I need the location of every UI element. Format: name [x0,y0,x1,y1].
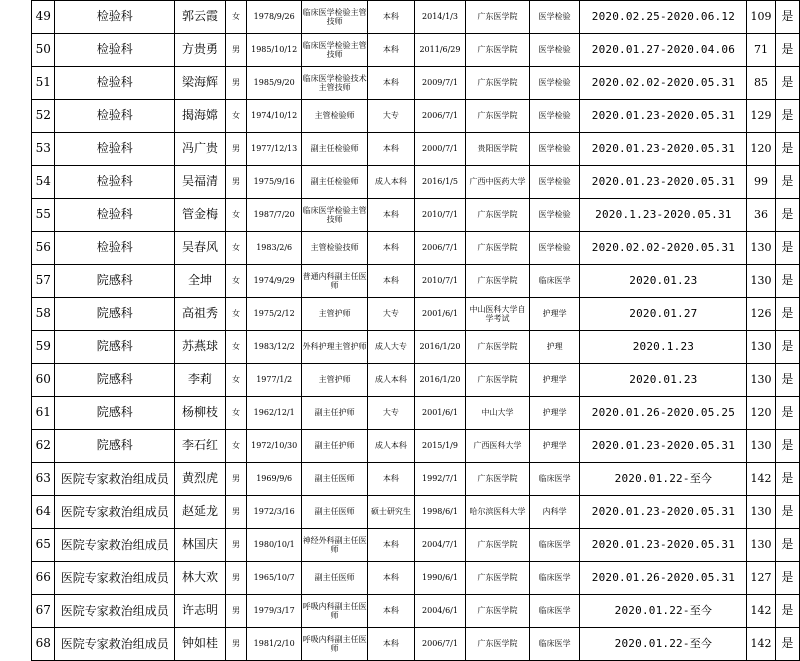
school-cell: 广东医学院 [466,595,530,628]
service-period-cell: 2020.02.02-2020.05.31 [580,67,747,100]
job-title-cell: 临床医学检验主管技师 [302,34,368,67]
department-cell: 医院专家救治组成员 [55,463,175,496]
education-cell: 本科 [367,595,414,628]
sex-cell: 男 [225,595,246,628]
sex-cell: 男 [225,463,246,496]
birth-date-cell: 1987/7/20 [247,199,302,232]
sex-cell: 男 [225,133,246,166]
table-row [32,100,800,133]
job-title-cell: 副主任护师 [302,430,368,463]
birth-date-cell: 1981/2/10 [247,628,302,661]
table-row [32,67,800,100]
major-cell: 医学检验 [529,34,580,67]
eligible-flag-cell: 是 [775,67,799,100]
name-cell: 揭海嫦 [174,100,225,133]
row-number: 62 [32,430,55,463]
row-number: 57 [32,265,55,298]
row-number: 54 [32,166,55,199]
school-cell: 广东医学院 [466,199,530,232]
major-cell: 医学检验 [529,100,580,133]
job-title-cell: 副主任检验师 [302,133,368,166]
department-cell: 院感科 [55,397,175,430]
graduation-date-cell: 2006/7/1 [414,100,465,133]
eligible-flag-cell: 是 [775,133,799,166]
service-period-cell: 2020.1.23 [580,331,747,364]
row-number: 63 [32,463,55,496]
table-row [32,496,800,529]
row-number: 52 [32,100,55,133]
education-cell: 本科 [367,463,414,496]
graduation-date-cell: 1990/6/1 [414,562,465,595]
department-cell: 检验科 [55,100,175,133]
birth-date-cell: 1977/12/13 [247,133,302,166]
major-cell: 医学检验 [529,1,580,34]
graduation-date-cell: 2015/1/9 [414,430,465,463]
eligible-flag-cell: 是 [775,265,799,298]
row-number: 67 [32,595,55,628]
education-cell: 成人本科 [367,364,414,397]
table-row [32,397,800,430]
service-period-cell: 2020.01.23 [580,265,747,298]
birth-date-cell: 1977/1/2 [247,364,302,397]
eligible-flag-cell: 是 [775,166,799,199]
days-cell: 130 [747,529,775,562]
job-title-cell: 副主任医师 [302,562,368,595]
education-cell: 大专 [367,298,414,331]
table-row [32,232,800,265]
name-cell: 杨柳枝 [174,397,225,430]
eligible-flag-cell: 是 [775,232,799,265]
birth-date-cell: 1969/9/6 [247,463,302,496]
days-cell: 99 [747,166,775,199]
sex-cell: 女 [225,100,246,133]
name-cell: 林大欢 [174,562,225,595]
education-cell: 本科 [367,265,414,298]
service-period-cell: 2020.01.22-至今 [580,595,747,628]
sex-cell: 女 [225,265,246,298]
table-row [32,430,800,463]
row-number: 66 [32,562,55,595]
sex-cell: 女 [225,397,246,430]
department-cell: 医院专家救治组成员 [55,595,175,628]
row-number: 49 [32,1,55,34]
birth-date-cell: 1972/10/30 [247,430,302,463]
job-title-cell: 副主任护师 [302,397,368,430]
name-cell: 方贵勇 [174,34,225,67]
major-cell: 护理 [529,331,580,364]
name-cell: 吴春风 [174,232,225,265]
graduation-date-cell: 2006/7/1 [414,628,465,661]
service-period-cell: 2020.01.22-至今 [580,463,747,496]
graduation-date-cell: 2016/1/20 [414,331,465,364]
staff-table [31,0,800,661]
name-cell: 赵延龙 [174,496,225,529]
major-cell: 护理学 [529,364,580,397]
birth-date-cell: 1962/12/1 [247,397,302,430]
job-title-cell: 普通内科副主任医师 [302,265,368,298]
eligible-flag-cell: 是 [775,397,799,430]
job-title-cell: 临床医学检验主管技师 [302,199,368,232]
sex-cell: 女 [225,199,246,232]
major-cell: 临床医学 [529,463,580,496]
major-cell: 临床医学 [529,595,580,628]
sex-cell: 男 [225,529,246,562]
school-cell: 广东医学院 [466,265,530,298]
eligible-flag-cell: 是 [775,562,799,595]
eligible-flag-cell: 是 [775,100,799,133]
days-cell: 120 [747,133,775,166]
service-period-cell: 2020.01.26-2020.05.31 [580,562,747,595]
birth-date-cell: 1972/3/16 [247,496,302,529]
name-cell: 冯广贵 [174,133,225,166]
row-number: 56 [32,232,55,265]
education-cell: 成人本科 [367,166,414,199]
department-cell: 检验科 [55,133,175,166]
birth-date-cell: 1975/2/12 [247,298,302,331]
eligible-flag-cell: 是 [775,628,799,661]
service-period-cell: 2020.01.23-2020.05.31 [580,133,747,166]
service-period-cell: 2020.01.27-2020.04.06 [580,34,747,67]
department-cell: 院感科 [55,331,175,364]
table-row [32,562,800,595]
graduation-date-cell: 2016/1/20 [414,364,465,397]
job-title-cell: 副主任医师 [302,463,368,496]
department-cell: 检验科 [55,166,175,199]
birth-date-cell: 1983/2/6 [247,232,302,265]
eligible-flag-cell: 是 [775,331,799,364]
birth-date-cell: 1979/3/17 [247,595,302,628]
job-title-cell: 神经外科副主任医师 [302,529,368,562]
education-cell: 硕士研究生 [367,496,414,529]
eligible-flag-cell: 是 [775,34,799,67]
table-row [32,463,800,496]
name-cell: 许志明 [174,595,225,628]
graduation-date-cell: 1998/6/1 [414,496,465,529]
school-cell: 广东医学院 [466,34,530,67]
eligible-flag-cell: 是 [775,298,799,331]
table-sheet [31,0,800,661]
service-period-cell: 2020.01.23-2020.05.31 [580,529,747,562]
job-title-cell: 主管护师 [302,364,368,397]
days-cell: 120 [747,397,775,430]
row-number: 53 [32,133,55,166]
job-title-cell: 主管检验师 [302,100,368,133]
graduation-date-cell: 2001/6/1 [414,397,465,430]
table-row [32,364,800,397]
major-cell: 临床医学 [529,265,580,298]
birth-date-cell: 1974/10/12 [247,100,302,133]
name-cell: 全坤 [174,265,225,298]
table-row [32,199,800,232]
department-cell: 检验科 [55,34,175,67]
department-cell: 医院专家救治组成员 [55,496,175,529]
school-cell: 广东医学院 [466,562,530,595]
row-number: 55 [32,199,55,232]
education-cell: 成人本科 [367,430,414,463]
education-cell: 本科 [367,67,414,100]
sex-cell: 男 [225,166,246,199]
graduation-date-cell: 1992/7/1 [414,463,465,496]
graduation-date-cell: 2006/7/1 [414,232,465,265]
table-row [32,133,800,166]
days-cell: 130 [747,430,775,463]
job-title-cell: 副主任医师 [302,496,368,529]
school-cell: 贵阳医学院 [466,133,530,166]
row-number: 51 [32,67,55,100]
sex-cell: 女 [225,1,246,34]
major-cell: 临床医学 [529,529,580,562]
graduation-date-cell: 2011/6/29 [414,34,465,67]
name-cell: 李莉 [174,364,225,397]
service-period-cell: 2020.01.23-2020.05.31 [580,166,747,199]
school-cell: 广东医学院 [466,463,530,496]
name-cell: 管金梅 [174,199,225,232]
service-period-cell: 2020.01.23 [580,364,747,397]
school-cell: 广东医学院 [466,100,530,133]
service-period-cell: 2020.01.22-至今 [580,628,747,661]
days-cell: 126 [747,298,775,331]
name-cell: 吴福清 [174,166,225,199]
graduation-date-cell: 2000/7/1 [414,133,465,166]
major-cell: 护理学 [529,298,580,331]
birth-date-cell: 1975/9/16 [247,166,302,199]
days-cell: 71 [747,34,775,67]
table-row [32,1,800,34]
graduation-date-cell: 2001/6/1 [414,298,465,331]
days-cell: 36 [747,199,775,232]
name-cell: 李石红 [174,430,225,463]
eligible-flag-cell: 是 [775,463,799,496]
eligible-flag-cell: 是 [775,496,799,529]
birth-date-cell: 1985/10/12 [247,34,302,67]
department-cell: 院感科 [55,265,175,298]
department-cell: 院感科 [55,298,175,331]
service-period-cell: 2020.01.23-2020.05.31 [580,100,747,133]
job-title-cell: 呼吸内科副主任医师 [302,628,368,661]
job-title-cell: 外科护理主管护师 [302,331,368,364]
table-row [32,595,800,628]
sex-cell: 男 [225,34,246,67]
table-row [32,529,800,562]
graduation-date-cell: 2004/7/1 [414,529,465,562]
days-cell: 109 [747,1,775,34]
table-row [32,166,800,199]
education-cell: 本科 [367,133,414,166]
name-cell: 钟如桂 [174,628,225,661]
sex-cell: 男 [225,67,246,100]
graduation-date-cell: 2016/1/5 [414,166,465,199]
birth-date-cell: 1985/9/20 [247,67,302,100]
birth-date-cell: 1980/10/1 [247,529,302,562]
job-title-cell: 临床医学检验技术主管技师 [302,67,368,100]
sex-cell: 女 [225,298,246,331]
education-cell: 大专 [367,397,414,430]
service-period-cell: 2020.02.02-2020.05.31 [580,232,747,265]
education-cell: 本科 [367,232,414,265]
job-title-cell: 主管护师 [302,298,368,331]
row-number: 50 [32,34,55,67]
service-period-cell: 2020.01.27 [580,298,747,331]
service-period-cell: 2020.01.26-2020.05.25 [580,397,747,430]
name-cell: 高祖秀 [174,298,225,331]
major-cell: 医学检验 [529,67,580,100]
major-cell: 内科学 [529,496,580,529]
department-cell: 医院专家救治组成员 [55,529,175,562]
sex-cell: 男 [225,628,246,661]
major-cell: 医学检验 [529,232,580,265]
department-cell: 检验科 [55,1,175,34]
birth-date-cell: 1965/10/7 [247,562,302,595]
service-period-cell: 2020.01.23-2020.05.31 [580,496,747,529]
school-cell: 中山医科大学自学考试 [466,298,530,331]
table-row [32,298,800,331]
school-cell: 广东医学院 [466,67,530,100]
department-cell: 检验科 [55,67,175,100]
eligible-flag-cell: 是 [775,364,799,397]
days-cell: 142 [747,628,775,661]
days-cell: 130 [747,232,775,265]
sex-cell: 女 [225,364,246,397]
sex-cell: 男 [225,496,246,529]
service-period-cell: 2020.1.23-2020.05.31 [580,199,747,232]
row-number: 68 [32,628,55,661]
sex-cell: 女 [225,430,246,463]
days-cell: 130 [747,496,775,529]
major-cell: 临床医学 [529,562,580,595]
school-cell: 广东医学院 [466,331,530,364]
job-title-cell: 主管检验技师 [302,232,368,265]
days-cell: 130 [747,265,775,298]
department-cell: 检验科 [55,199,175,232]
education-cell: 成人大专 [367,331,414,364]
school-cell: 广西医科大学 [466,430,530,463]
education-cell: 大专 [367,100,414,133]
eligible-flag-cell: 是 [775,199,799,232]
service-period-cell: 2020.01.23-2020.05.31 [580,430,747,463]
education-cell: 本科 [367,199,414,232]
name-cell: 苏燕球 [174,331,225,364]
sex-cell: 女 [225,232,246,265]
birth-date-cell: 1978/9/26 [247,1,302,34]
major-cell: 护理学 [529,397,580,430]
school-cell: 广东医学院 [466,364,530,397]
birth-date-cell: 1983/12/2 [247,331,302,364]
graduation-date-cell: 2004/6/1 [414,595,465,628]
days-cell: 85 [747,67,775,100]
department-cell: 检验科 [55,232,175,265]
graduation-date-cell: 2014/1/3 [414,1,465,34]
education-cell: 本科 [367,562,414,595]
row-number: 61 [32,397,55,430]
sex-cell: 男 [225,562,246,595]
name-cell: 林国庆 [174,529,225,562]
row-number: 65 [32,529,55,562]
education-cell: 本科 [367,529,414,562]
table-body [32,1,800,661]
graduation-date-cell: 2010/7/1 [414,265,465,298]
eligible-flag-cell: 是 [775,529,799,562]
row-number: 64 [32,496,55,529]
eligible-flag-cell: 是 [775,1,799,34]
job-title-cell: 副主任检验师 [302,166,368,199]
education-cell: 本科 [367,34,414,67]
table-row [32,331,800,364]
table-row [32,265,800,298]
job-title-cell: 呼吸内科副主任医师 [302,595,368,628]
days-cell: 130 [747,364,775,397]
school-cell: 广东医学院 [466,628,530,661]
school-cell: 广西中医药大学 [466,166,530,199]
name-cell: 黄烈虎 [174,463,225,496]
row-number: 58 [32,298,55,331]
row-number: 60 [32,364,55,397]
eligible-flag-cell: 是 [775,430,799,463]
graduation-date-cell: 2009/7/1 [414,67,465,100]
graduation-date-cell: 2010/7/1 [414,199,465,232]
major-cell: 临床医学 [529,628,580,661]
birth-date-cell: 1974/9/29 [247,265,302,298]
school-cell: 广东医学院 [466,1,530,34]
name-cell: 梁海辉 [174,67,225,100]
major-cell: 医学检验 [529,199,580,232]
major-cell: 护理学 [529,430,580,463]
table-row [32,34,800,67]
major-cell: 医学检验 [529,166,580,199]
days-cell: 129 [747,100,775,133]
eligible-flag-cell: 是 [775,595,799,628]
days-cell: 142 [747,463,775,496]
education-cell: 本科 [367,628,414,661]
education-cell: 本科 [367,1,414,34]
days-cell: 142 [747,595,775,628]
school-cell: 中山大学 [466,397,530,430]
job-title-cell: 临床医学检验主管技师 [302,1,368,34]
service-period-cell: 2020.02.25-2020.06.12 [580,1,747,34]
school-cell: 广东医学院 [466,529,530,562]
department-cell: 医院专家救治组成员 [55,628,175,661]
table-row [32,628,800,661]
name-cell: 郭云霞 [174,1,225,34]
days-cell: 130 [747,331,775,364]
sex-cell: 女 [225,331,246,364]
school-cell: 哈尔滨医科大学 [466,496,530,529]
major-cell: 医学检验 [529,133,580,166]
row-number: 59 [32,331,55,364]
department-cell: 医院专家救治组成员 [55,562,175,595]
days-cell: 127 [747,562,775,595]
school-cell: 广东医学院 [466,232,530,265]
department-cell: 院感科 [55,430,175,463]
department-cell: 院感科 [55,364,175,397]
